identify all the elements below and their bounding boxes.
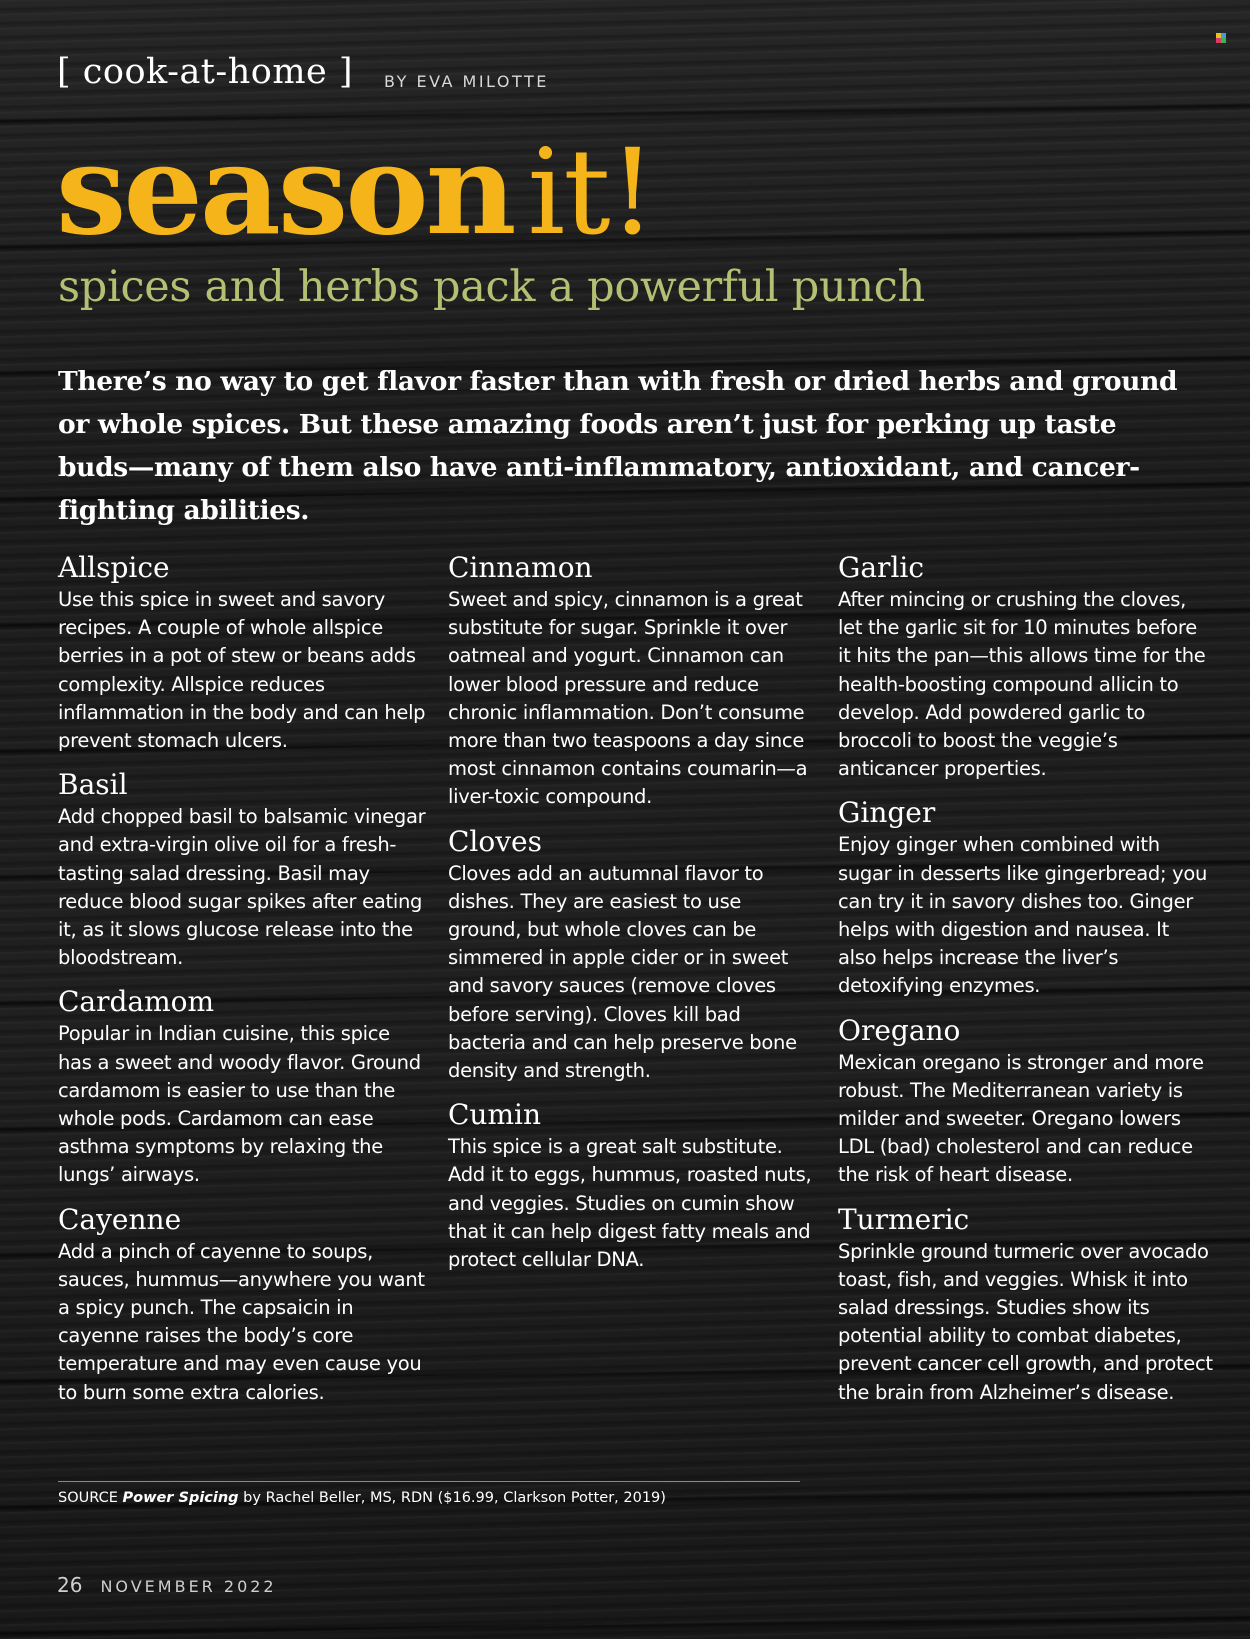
entry-cloves xyxy=(448,824,818,1086)
entry-ginger xyxy=(838,795,1213,1000)
entry-body: Add chopped basil to balsamic vinegar and extra-virgin olive oil for a fresh-tasting salad dressing. Basil may reduce blood sugar spikes after eating it, as it slows glucose release into the bloodstream. xyxy=(58,805,426,970)
column-3 xyxy=(838,550,1213,1419)
source-details: by Rachel Beller, MS, RDN ($16.99, Clarkson Potter, 2019) xyxy=(243,1490,666,1506)
entry-body: Sprinkle ground turmeric over avocado toast, fish, and veggies. Whisk it into salad dressings. Studies show its potential ability to combat diabetes, prevent cancer cell growth, and protect the brain from Alzheimer’s disease. xyxy=(838,1239,1213,1404)
subhead: spices and herbs pack a powerful punch xyxy=(58,262,925,312)
entry-body: This spice is a great salt substitute. Add it to eggs, hummus, roasted nuts, and veggies. Studies on cumin show that it can help digest fatty meals and protect cellular DNA. xyxy=(448,1135,812,1272)
entry-title: Oregano xyxy=(838,1013,961,1047)
entry-title: Cayenne xyxy=(58,1202,182,1236)
section-tag: [ cook-at-home ] xyxy=(57,52,353,92)
entry-garlic xyxy=(838,550,1213,783)
headline xyxy=(56,117,655,263)
page-folio xyxy=(57,1573,277,1597)
headline-bold: season xyxy=(56,117,514,263)
entry-allspice xyxy=(58,550,428,755)
entry-title: Garlic xyxy=(838,551,925,584)
intro-paragraph: There’s no way to get flavor faster than with fresh or dried herbs and ground or whole spices. But these amazing foods aren’t just for perking up taste buds—many of them also have anti-inflammatory, antioxidant, and cancer-fighting abilities. xyxy=(58,366,1178,526)
entry-title: Cinnamon xyxy=(448,551,593,584)
column-2 xyxy=(448,550,818,1286)
source-credit xyxy=(58,1490,666,1506)
page-number: 26 xyxy=(57,1573,83,1597)
source-divider xyxy=(58,1481,800,1482)
entry-title: Cloves xyxy=(448,824,542,858)
source-book-title: Power Spicing xyxy=(122,1490,239,1506)
entry-cumin xyxy=(448,1097,818,1274)
entry-cinnamon xyxy=(448,550,818,812)
entry-body: Enjoy ginger when combined with sugar in desserts like gingerbread; you can try it in savory dishes too. Ginger helps with digestion and nausea. It also helps increase the liver’s detoxifying enzymes. xyxy=(838,833,1208,998)
entry-cayenne xyxy=(58,1202,428,1407)
entry-title: Basil xyxy=(58,768,128,802)
issue-date: NOVEMBER 2022 xyxy=(100,1577,277,1596)
entry-title: Cardamom xyxy=(58,985,215,1019)
entry-title: Ginger xyxy=(838,796,936,830)
entry-turmeric xyxy=(838,1202,1213,1407)
entry-body: Cloves add an autumnal flavor to dishes. They are easiest to use ground, but whole cloves can be simmered in apple cider or in sweet and savory sauces (remove cloves before serving). Cloves kill bad bacteria and can help preserve bone density and strength. xyxy=(448,861,797,1083)
entry-body: Add a pinch of cayenne to soups, sauces, hummus—anywhere you want a spicy punch. The capsaicin in cayenne raises the body’s core temperature and may even cause you to burn some extra calories. xyxy=(58,1239,425,1404)
entry-body: Use this spice in sweet and savory recipes. A couple of whole allspice berries in a pot of stew or beans adds complexity. Allspice reduces inflammation in the body and can help prevent stomach ulcers. xyxy=(58,588,426,753)
entry-oregano xyxy=(838,1013,1213,1190)
entry-title: Cumin xyxy=(448,1098,541,1132)
entry-title: Allspice xyxy=(58,551,170,584)
entry-title: Turmeric xyxy=(838,1202,970,1236)
entry-cardamom xyxy=(58,984,428,1189)
source-label: SOURCE xyxy=(58,1490,118,1506)
entry-body: Sweet and spicy, cinnamon is a great substitute for sugar. Sprinkle it over oatmeal and yogurt. Cinnamon can lower blood pressure and reduce chronic inflammation. Don’t consume more than two teaspoons a day since most cinnamon contains coumarin—a liver-toxic compound. xyxy=(448,588,808,809)
corner-color-mark-icon xyxy=(1216,33,1226,43)
entry-basil xyxy=(58,767,428,972)
column-1 xyxy=(58,550,428,1419)
entry-body: Popular in Indian cuisine, this spice has a sweet and woody flavor. Ground cardamom is easier to use than the whole pods. Cardamom can ease asthma symptoms by relaxing the lungs’ airways. xyxy=(58,1022,421,1187)
headline-thin: it! xyxy=(527,123,655,261)
entry-body: After mincing or crushing the cloves, let the garlic sit for 10 minutes before it hits the pan—this allows time for the health-boosting compound allicin to develop. Add powdered garlic to broccoli to boost the veggie’s anticancer properties. xyxy=(838,588,1206,781)
entry-body: Mexican oregano is stronger and more robust. The Mediterranean variety is milder and sweeter. Oregano lowers LDL (bad) cholesterol and can reduce the risk of heart disease. xyxy=(838,1050,1204,1187)
byline: BY EVA MILOTTE xyxy=(384,72,549,91)
